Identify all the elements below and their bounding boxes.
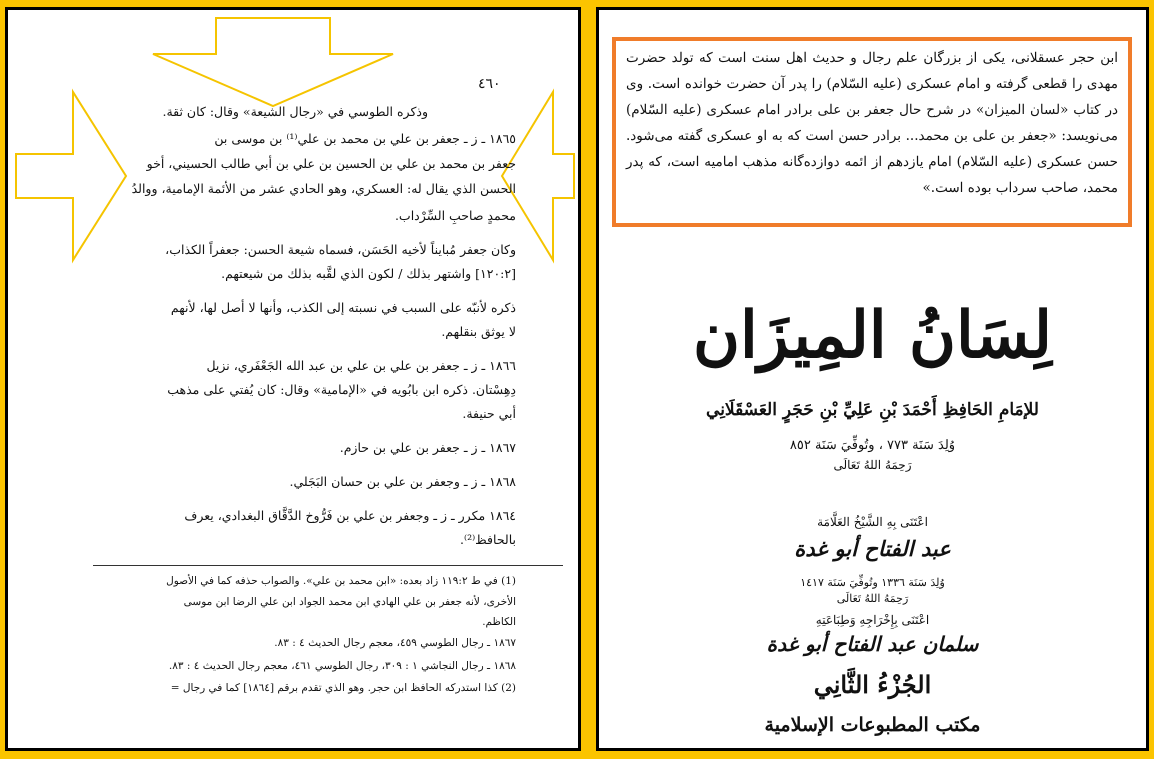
text-line: ١٨٦٥ ـ ز ـ جعفر بن علي بن محمد بن علي⁽¹⁾ بن موسى بن bbox=[214, 131, 516, 146]
right-arrow-icon bbox=[16, 92, 126, 260]
text-line: أبي حنيفة. bbox=[462, 406, 516, 421]
text-line: ١٨٦٦ ـ ز ـ جعفر بن علي بن علي بن عبد الله الجَعْفَري، نزيل bbox=[206, 358, 516, 373]
text-line: جعفر بن محمد بن علي بن الحسين بن علي بن أبي طالب الحسيني، أخو bbox=[146, 156, 516, 171]
text-line: دِهِسْتان. ذكره ابن بابُويه في «الإمامية» وقال: كان يُفتي على مذهب bbox=[167, 382, 516, 397]
left-arrow-icon bbox=[502, 92, 574, 260]
persian-note-box bbox=[612, 37, 1132, 227]
down-arrow-icon bbox=[153, 18, 393, 106]
text-line: ١٨٦٨ ـ ز ـ وجعفر بن علي بن حسان البَجَلي. bbox=[289, 474, 516, 489]
publisher-person: سلمان عبد الفتاح أبو غدة bbox=[766, 632, 979, 656]
right-book-cover bbox=[596, 7, 1149, 751]
text-line: وكان جعفر مُبايناً لأخيه الحَسَن، فسماه شيعة الحسن: جعفراً الكذاب، bbox=[165, 242, 516, 257]
editor-blessing: رَحِمَهُ اللهُ تَعَالَى bbox=[836, 592, 909, 605]
footnote-line: الكاظم. bbox=[482, 616, 516, 628]
footnote-divider bbox=[93, 565, 563, 566]
footnote-line: ١٨٦٧ ـ رجال الطوسي ٤٥٩، معجم رجال الحديث ٤ : ٨٣. bbox=[274, 637, 516, 649]
text-line: الحسن الذي يقال له: العسكري، وهو الحادي عشر من الأئمة الإمامية، ووالدُ bbox=[131, 181, 516, 196]
footnote-line: (2) كذا استدركه الحافظ ابن حجر. وهو الذي تقدم برقم [١٨٦٤] كما في رجال = bbox=[170, 682, 516, 694]
author-dates: وُلِدَ سَنَة ٧٧٣ ، وتُوفِّيَ سَنَة ٨٥٢ bbox=[789, 438, 956, 453]
book-author: للإمَامِ الحَافِظِ أَحْمَدَ بْنِ عَلِيِّ بْنِ حَجَرٍ العَسْقَلَانِي bbox=[706, 400, 1039, 420]
publisher-intro: اعْتَنَى بِإِخْرَاجِهِ وَطِبَاعَتِهِ bbox=[815, 613, 930, 627]
footnote-line: الأخرى، لأنه جعفر بن علي الهادي ابن محمد الجواد ابن علي الرضا ابن موسى bbox=[183, 596, 516, 608]
text-line: بالحافظ⁽²⁾. bbox=[460, 532, 516, 547]
footnote-line: (1) في ط ١١٩:٢ زاد بعده: «ابن محمد بن علي». والصواب حذفه كما في الأصول bbox=[166, 575, 516, 587]
left-scan-page bbox=[5, 7, 581, 751]
editor-intro: اعْتَنَى بِهِ الشَّيْخُ العَلَّامَة bbox=[817, 515, 928, 529]
text-line: لا يوثق بنقلهم. bbox=[441, 324, 516, 339]
text-line: ذكره لأنبّه على السبب في نسبته إلى الكذب، وأنها لا أصل لها، لأنهم bbox=[170, 300, 516, 315]
author-blessing: رَحِمَهُ اللهُ تَعَالَى bbox=[833, 458, 912, 472]
volume-label: الجُزْءُ الثَّانِي bbox=[813, 670, 932, 699]
publisher-name: مكتب المطبوعات الإسلامية bbox=[764, 714, 981, 736]
page-number: ٤٦٠ bbox=[478, 76, 501, 92]
persian-note-text: ابن حجر عسقلانی، یکی از بزرگان علم رجال و حدیث اهل سنت است که تولد حضرت مهدی را قطعی گرفته و امام عسکری (علیه السّلام) را پدر آن حضرت خوانده است. وی در کتاب «لسان المیزان» در شرح حال جعفر بن علی برادر امام عسکری (علیه السّلام) می‌نویسد: «جعفر بن علی بن محمد... برادر حسن است که به او عسکری گفته می‌شود. حسن عسکری (علیه السّلام) امام یازدهم از ائمه دوازده‌گانه مذهب امامیه است، که پدر محمد، صاحب سرداب بوده است.» bbox=[626, 50, 1118, 196]
text-line: ١٨٦٧ ـ ز ـ جعفر بن علي بن حازم. bbox=[339, 440, 516, 455]
footnote-line: ١٨٦٨ ـ رجال النجاشي ١ : ٣٠٩، رجال الطوسي ٤٦١، معجم رجال الحديث ٤ : ٨٣. bbox=[168, 660, 516, 672]
text-line: ١٨٦٤ مكرر ـ ز ـ وجعفر بن علي بن فَرُّوخ الدَّقَّاق البغدادي، يعرف bbox=[184, 508, 516, 523]
text-line: محمدٍ صاحبِ السِّرْداب. bbox=[394, 208, 516, 223]
book-title: لِسَانُ المِيزَان bbox=[692, 298, 1053, 373]
text-line: وذكره الطوسي في «رجال الشيعة» وقال: كان ثقة. bbox=[162, 104, 428, 119]
editor-name: عبد الفتاح أبو غدة bbox=[794, 536, 951, 561]
text-line: [١٢٠:٢] واشتهر بذلك / لكون الذي لقَّبه بذلك من شيعتهم. bbox=[221, 266, 516, 281]
editor-dates: وُلِدَ سَنَة ١٣٣٦ وتُوفِّيَ سَنَة ١٤١٧ bbox=[800, 576, 945, 589]
